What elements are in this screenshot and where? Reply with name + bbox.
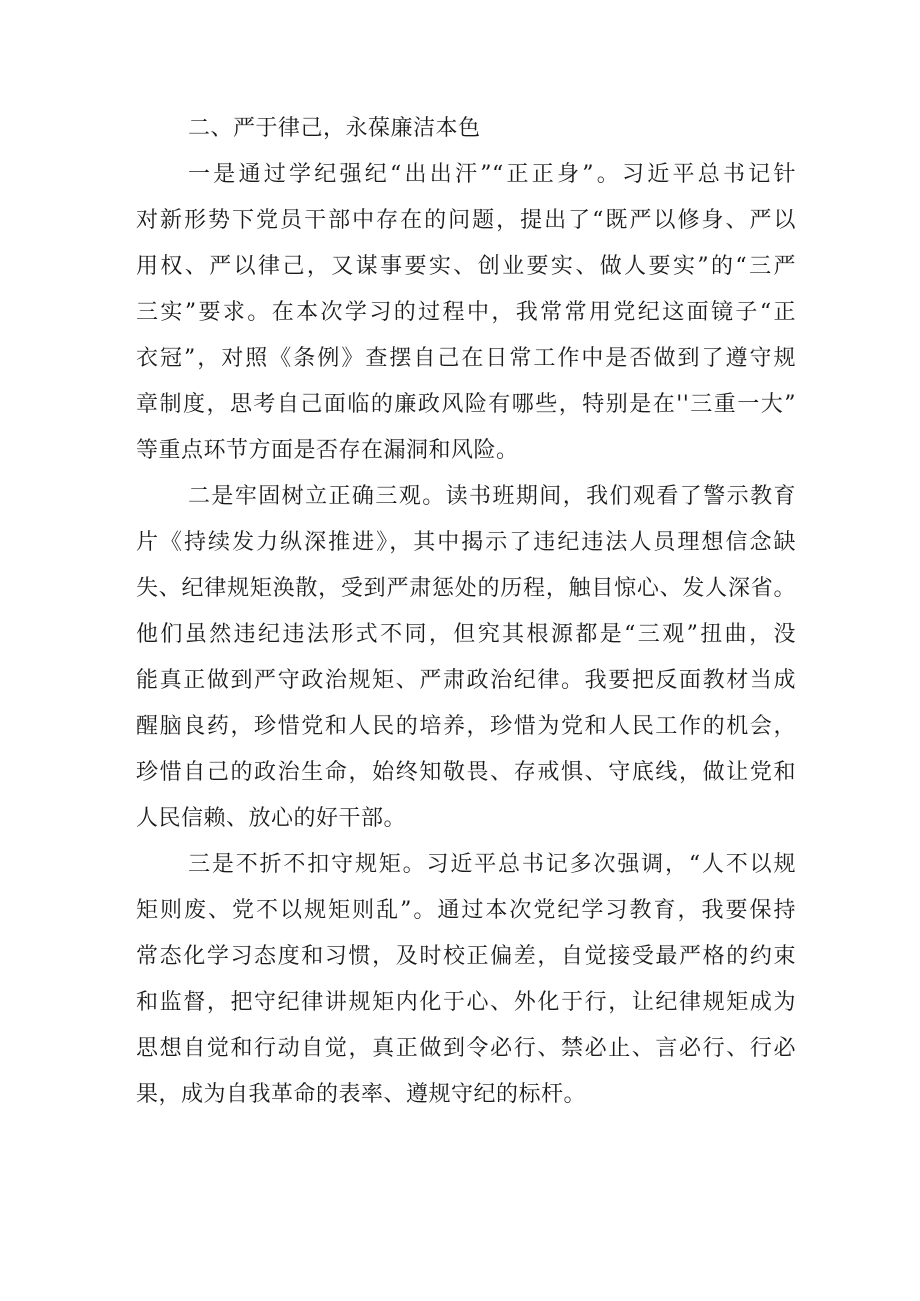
paragraph-line: 用权、严以律己，又谋事要实、创业要实、做人要实”的“三严 [136, 254, 796, 279]
paragraph-line: 和监督，把守纪律讲规矩内化于心、外化于行，让纪律规矩成为 [136, 990, 796, 1015]
paragraph-line: 失、纪律规矩涣散，受到严肃惩处的历程，触目惊心、发人深省。 [136, 576, 796, 601]
paragraph-line: 果，成为自我革命的表率、遵规守纪的标杆。 [136, 1082, 587, 1107]
paragraph-line: 常态化学习态度和习惯，及时校正偏差，自觉接受最严格的约束 [136, 944, 796, 969]
paragraph-line: 能真正做到严守政治规矩、严肃政治纪律。我要把反面教材当成 [136, 668, 796, 693]
paragraph-line: 衣冠”，对照《条例》查摆自己在日常工作中是否做到了遵守规 [136, 346, 796, 371]
paragraph-line: 片《持续发力纵深推进》，其中揭示了违纪违法人员理想信念缺 [136, 530, 796, 555]
paragraph-line: 矩则废、党不以规矩则乱”。通过本次党纪学习教育，我要保持 [136, 898, 796, 923]
paragraph-line: 醒脑良药，珍惜党和人民的培养，珍惜为党和人民工作的机会， [136, 714, 796, 739]
document-body [136, 106, 796, 1118]
paragraph-2 [136, 474, 796, 842]
paragraph-line: 对新形势下党员干部中存在的问题，提出了“既严以修身、严以 [136, 208, 796, 233]
paragraph-line: 章制度，思考自己面临的廉政风险有哪些，特别是在''三重一大” [136, 392, 796, 417]
paragraph-line: 三实”要求。在本次学习的过程中，我常常用党纪这面镜子“正 [136, 300, 796, 325]
paragraph-line: 等重点环节方面是否存在漏洞和风险。 [136, 438, 519, 463]
paragraph-line: 三是不折不扣守规矩。习近平总书记多次强调，“人不以规 [188, 852, 796, 877]
paragraph-line: 他们虽然违纪违法形式不同，但究其根源都是“三观”扭曲，没 [136, 622, 796, 647]
section-heading: 二、严于律己，永葆廉洁本色 [188, 116, 481, 141]
paragraph-line: 二是牢固树立正确三观。读书班期间，我们观看了警示教育 [188, 484, 796, 509]
paragraph-1 [136, 152, 796, 474]
paragraph-line: 人民信赖、放心的好干部。 [136, 806, 407, 831]
paragraph-line: 珍惜自己的政治生命，始终知敬畏、存戒惧、守底线，做让党和 [136, 760, 796, 785]
paragraph-line: 一是通过学纪强纪“出出汗”“正正身”。习近平总书记针 [188, 162, 796, 187]
paragraph-line: 思想自觉和行动自觉，真正做到令必行、禁必止、言必行、行必 [136, 1036, 796, 1061]
paragraph-3 [136, 842, 796, 1118]
